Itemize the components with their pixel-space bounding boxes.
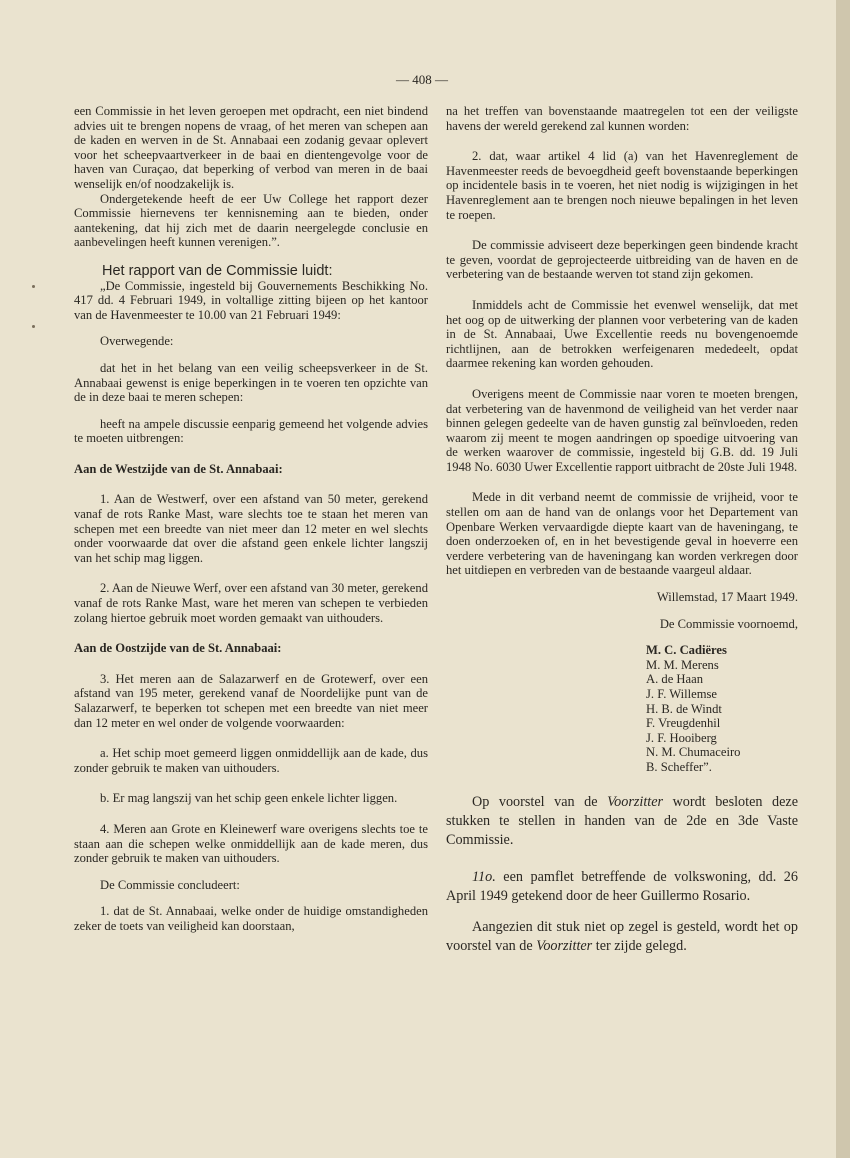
text-run: Op voorstel van de	[472, 793, 608, 810]
paragraph: heeft na ampele discussie eenparig gemeend het volgende advies te moeten uitbrengen:	[74, 416, 428, 446]
page-edge	[836, 0, 850, 1158]
signatory-name: J. F. Willemse	[646, 687, 718, 701]
paragraph: 4. Meren aan Grote en Kleinewerf ware overigens slechts toe te staan aan die schepen welke onmiddellijk aan de kade meren, dus zonder gebruik te maken van uithouders.	[74, 821, 428, 866]
paragraph: na het treffen van bovenstaande maatregelen tot een der veiligste havens der wereld gerekend zal kunnen worden:	[446, 104, 798, 133]
paragraph	[446, 918, 798, 956]
paragraph: De Commissie concludeert:	[100, 877, 240, 892]
paragraph: een Commissie in het leven geroepen met opdracht, een niet bindend advies uit te brengen nopens de vraag, of het meren van schepen aan de kaden en werven in de St. Annabaai een zodanig gevaar oplevert voor het scheepvaartverkeer in de baai en dientengevolge voor de haven van Curaçao, dat beperking of verbod van meren in de baai wenselijk en/of noodzakelijk is.	[74, 104, 428, 191]
right-column	[446, 104, 798, 956]
section-heading: Het rapport van de Commissie luidt:	[102, 262, 333, 279]
paragraph: a. Het schip moet gemeerd liggen onmiddellijk aan de kade, dus zonder gebruik te maken van uithouders.	[74, 746, 428, 775]
paragraph: 1. Aan de Westwerf, over een afstand van 50 meter, gerekend vanaf de rots Ranke Mast, ware slechts toe te staan het meren van schepen met een breedte van niet meer dan 12 meter en wel slechts onder voorwaarde dat over die afstand geen enkele lichter langszij van het schip mag liggen.	[74, 492, 428, 565]
signatory-list	[646, 643, 798, 774]
text-run: Aangezien dit stuk niet op zegel is gesteld, wordt het op voorstel van de	[446, 918, 798, 954]
text-run-italic: Voorzitter	[536, 937, 593, 954]
paragraph: b. Er mag langszij van het schip geen enkele lichter liggen.	[100, 791, 398, 806]
signatory-name: J. F. Hooiberg	[646, 730, 717, 745]
paragraph: De commissie adviseert deze beperkingen geen bindende kracht te geven, voordat de geprojecteerde uitbreiding van de haven en de verbetering van de bestaande werven tot stand zijn gekomen.	[446, 238, 798, 282]
text-run-italic: 11o.	[472, 868, 496, 885]
paragraph: dat het in het belang van een veilig scheepsverkeer in de St. Annabaai gewenst is enige beperkingen in te voeren ten opzichte van de in deze baai te meren schepen:	[74, 360, 428, 405]
paragraph: „De Commissie, ingesteld bij Gouvernements Beschikking No. 417 dd. 4 Februari 1949, in voltallige zitting bijeen op het kantoor van de Havenmeester te 10.00 van 21 Februari 1949:	[74, 278, 428, 322]
paragraph: Overwegende:	[100, 334, 174, 349]
signatory-name: H. B. de Windt	[646, 701, 722, 716]
punch-hole-mark	[32, 285, 35, 288]
signature-date: Willemstad, 17 Maart 1949.	[656, 590, 798, 605]
signatory-name: M. M. Merens	[646, 657, 719, 672]
paragraph: 3. Het meren aan de Salazarwerf en de Grotewerf, over een afstand van 195 meter, gerekend vanaf de Noordelijke punt van de Salazarwerf, te beperken tot schepen met een breedte van niet meer dan 12 meter en wel onder de volgende voorwaarden:	[74, 671, 428, 730]
paragraph	[446, 793, 798, 850]
signatory-name: A. de Haan	[646, 672, 703, 687]
text-run: ter zijde gelegd.	[592, 937, 687, 954]
signatory-name: M. C. Cadiëres	[646, 643, 727, 658]
paragraph: 2. dat, waar artikel 4 lid (a) van het Havenreglement de Havenmeester reeds de bevoegdheid geeft bovenstaande beperkingen op incidentele basis in te voeren, het niet nodig is wijzigingen in het Havenreglement aan te brengen noch nieuwe bepalingen in het leven te roepen.	[446, 149, 798, 222]
signatory-name: F. Vreugdenhil	[646, 716, 721, 731]
paragraph: Overigens meent de Commissie naar voren te moeten brengen, dat verbetering van de havenmond de veiligheid van het verder naar binnen gelegen gedeelte van de haven gunstig zal beïnvloeden, reden waarom zij meent te mogen aandringen op spoedige uitvoering van de werken waarover de commissie, ingesteld bij G.B. dd. 19 Juli 1948 No. 6030 Uwer Excellentie rapport uitbracht de 20ste Juli 1948.	[446, 386, 798, 474]
punch-hole-mark	[32, 325, 35, 328]
signatory-name: B. Scheffer”.	[646, 759, 712, 774]
signatory-name: N. M. Chumaceiro	[646, 745, 741, 760]
signature-signoff: De Commissie voornoemd,	[659, 616, 798, 631]
paragraph: Mede in dit verband neemt de commissie de vrijheid, voor te stellen om aan de hand van de onlangs voor het Departement van Openbare Werken vervaardigde diepte kaart van de haveningang, te doen onderzoeken of, en in het bevestigende geval in hoeverre een verdere verbetering van de haveningang kan worden verkregen door het uitdiepen en verbreden van de bestaande vaargeul aldaar.	[446, 490, 798, 578]
subheading: Aan de Westzijde van de St. Annabaai:	[74, 461, 283, 476]
subheading: Aan de Oostzijde van de St. Annabaai:	[74, 641, 282, 656]
paragraph: Inmiddels acht de Commissie het evenwel wenselijk, dat met het oog op de uitwerking der plannen voor verbetering van de kaden in de St. Annabaai, Uwe Excellentie reeds nu bovengenoemde richtlijnen, aan de betrokken werfeigenaren mededeelt, opdat daarmee rekening kan worden gehouden.	[446, 297, 798, 371]
paragraph: 1. dat de St. Annabaai, welke onder de huidige omstandigheden zeker de toets van veiligheid kan doorstaan,	[74, 904, 428, 933]
text-run: een pamflet betreffende de volkswoning, dd. 26 April 1949 getekend door de heer Guillermo Rosario.	[446, 868, 798, 904]
paragraph: Ondergetekende heeft de eer Uw College het rapport dezer Commissie hiernevens ter kennisneming aan te bieden, onder aantekening, dat hij zich met de daarin neergelegde conclusie en aanbevelingen heeft kunnen verenigen.”.	[74, 191, 428, 250]
paragraph: 2. Aan de Nieuwe Werf, over een afstand van 30 meter, gerekend vanaf de rots Ranke Mast, ware het meren van schepen te verbieden zolang hiertoe gebruik moet worden gemaakt van uithouders.	[74, 581, 428, 625]
page-number: — 408 —	[396, 72, 448, 87]
text-run: wordt besloten deze stukken te stellen in handen van de 2de en 3de Vaste Commissie.	[446, 793, 798, 848]
paragraph	[446, 868, 798, 906]
left-column	[74, 104, 428, 934]
text-run-italic: Voorzitter	[607, 793, 664, 810]
